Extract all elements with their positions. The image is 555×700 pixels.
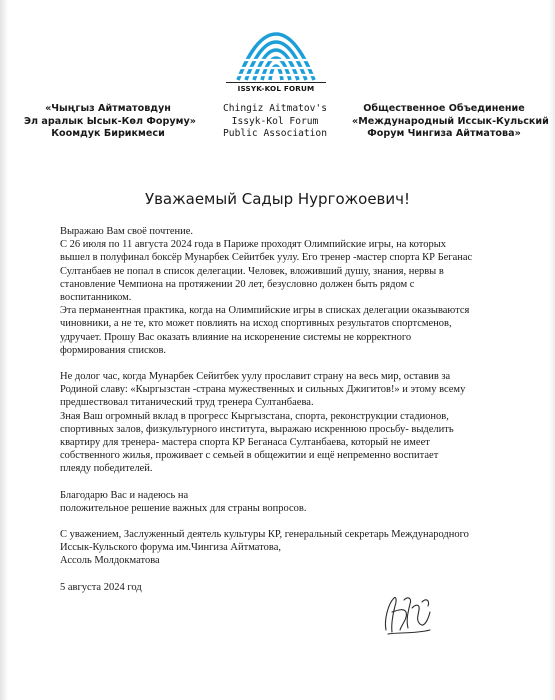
- text-line: предшествовал титанический труд тренера Султанбаева.: [60, 397, 314, 409]
- header-english-line: Public Association: [223, 128, 327, 139]
- page-edge-shadow-left: [0, 0, 8, 700]
- text-line: Эта перманентная практика, когда на Олимпийские игры в списках делегации оказываются: [60, 305, 470, 317]
- header-kyrgyz-line: Коомдук Бирикмеси: [51, 128, 165, 139]
- signer-name: Ассоль Молдокматова: [60, 555, 160, 567]
- header-english-line: Chingiz Aitmatov's: [223, 103, 327, 114]
- text-line: становление Чемпиона на протяжении 20 лет, безусловно должен быть рядом с: [60, 278, 415, 290]
- logo-arcs-icon: [226, 30, 326, 82]
- header-kyrgyz-line: «Чыңгыз Айтматовдун: [45, 103, 171, 114]
- text-line: С 26 июля по 11 августа 2024 года в Париже проходят Олимпийские игры, на которых: [60, 239, 447, 251]
- header-english: [206, 103, 344, 141]
- text-line: Иссык-Кульского форума им.Чингиза Айтматова,: [60, 542, 281, 554]
- text-line: Выражаю Вам своё почтение.: [60, 226, 194, 237]
- header-russian-line: Общественное Объединение: [363, 103, 525, 114]
- text-line: Родиной славу: «Кыргызстан -страна мужественных и сильных Джигитов!» и этому всему: [60, 384, 466, 396]
- header-kyrgyz-line: Эл аралык Ысык-Көл Форуму»: [24, 115, 196, 127]
- logo-wordmark: ISSYK-KOL FORUM: [226, 82, 326, 93]
- text-line: квартиру для тренера- мастера спорта КР Беганаса Султанбаева, который не имеет: [60, 437, 430, 449]
- page-edge-shadow-right: [549, 0, 555, 700]
- text-line: собственного жилья, проживает с семьей в общежитии и ещё непременно воспитает: [60, 450, 439, 462]
- text-line: С уважением, Заслуженный деятель культуры КР, генеральный секретарь Международного: [60, 529, 469, 541]
- header-russian-line: «Международный Иссык-Кульский: [352, 115, 549, 127]
- letter-date: [60, 581, 520, 594]
- text-line: Благодарю Вас и надеюсь на: [60, 489, 189, 501]
- text-line: воспитанником.: [60, 292, 132, 304]
- text-line: Султанбаев не попал в список делегации. Человек, вложивший душу, знания, нервы в: [60, 265, 444, 277]
- text-line: вышел в полуфинал боксёр Мунарбек Сейитбек уулу. Его тренер -мастер спорта КР Беганас: [60, 252, 473, 264]
- date-line: 5 августа 2024 год: [60, 581, 142, 593]
- paragraph: [60, 225, 520, 357]
- text-line: чиновники, а не те, кто может повлиять на исход спортивных результатов спортсменов,: [60, 318, 452, 330]
- letter-body: [60, 225, 520, 594]
- text-line: спортивных залов, физкультурного института, выражаю искреннюю просьбу- выделить: [60, 423, 454, 435]
- text-line: формирования списков.: [60, 344, 167, 356]
- letter-salutation: Уважаемый Садыр Нургожоевич!: [144, 190, 411, 208]
- text-line: Зная Ваш огромный вклад в прогресс Кыргызстана, спорта, реконструкции стадионов,: [60, 410, 449, 422]
- forum-logo: [226, 30, 326, 94]
- text-line: Не долог час, когда Мунарбек Сейитбек уулу прославит страну на весь мир, оставив за: [60, 371, 451, 383]
- header-russian: [352, 103, 549, 141]
- header-kyrgyz: [24, 103, 196, 141]
- paragraph: [60, 370, 520, 476]
- header-english-line: Issyk-Kol Forum: [231, 115, 319, 127]
- header-russian-line: Форум Чингиза Айтматова»: [367, 128, 521, 139]
- text-line: положительное решение важных для страны вопросов.: [60, 502, 307, 514]
- text-line: плеяду победителей.: [60, 463, 153, 475]
- paragraph: [60, 489, 520, 515]
- handwritten-signature: [378, 590, 438, 643]
- closing: [60, 528, 520, 568]
- text-line: удручает. Прошу Вас оказать влияние на искоренение системы не корректного: [60, 331, 412, 343]
